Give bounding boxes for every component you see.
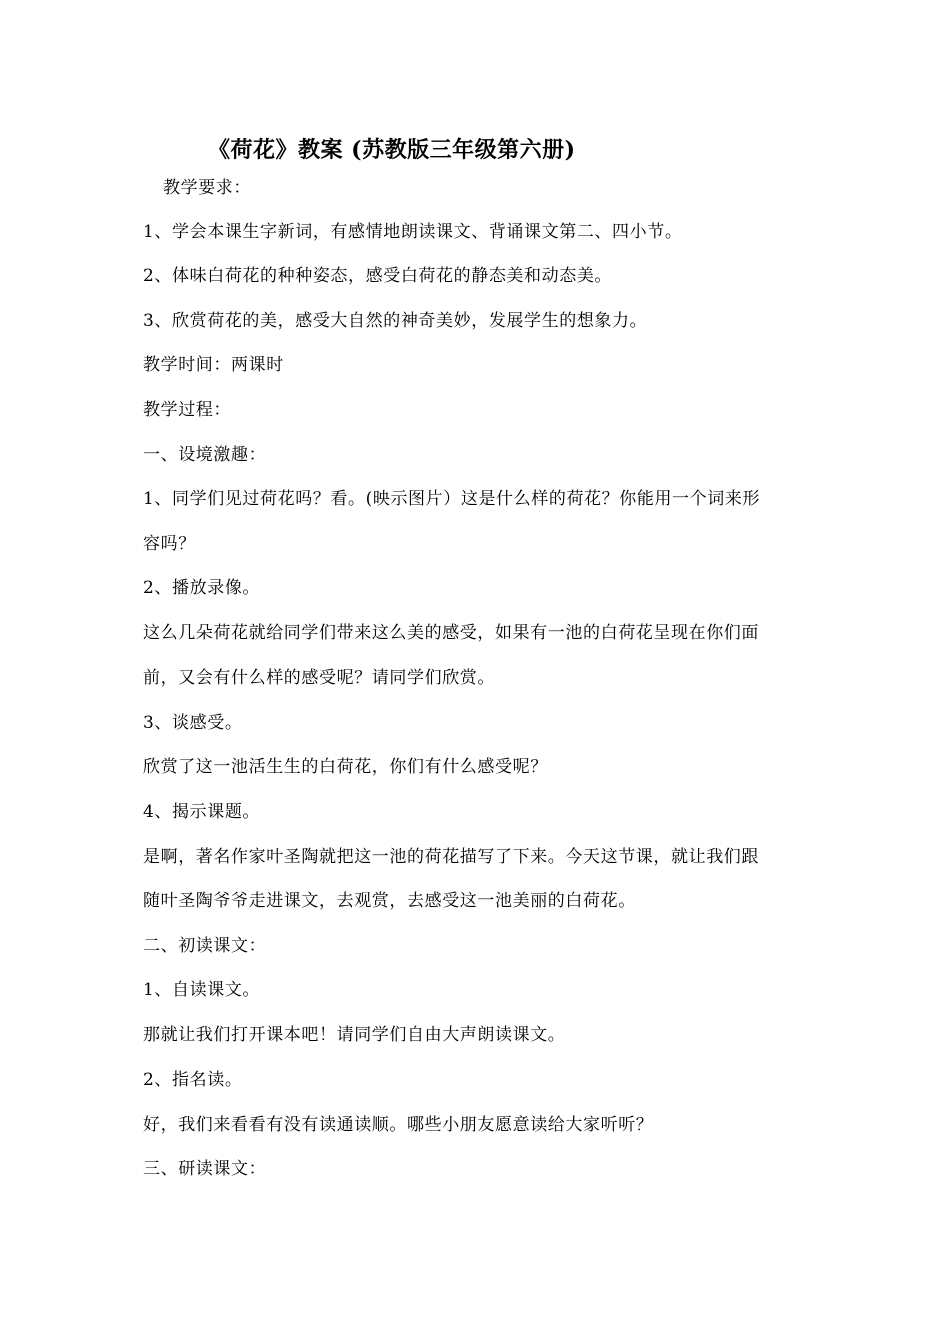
paragraph-teaching-requirements: 教学要求： [163, 178, 251, 198]
paragraph-step-1-3: 3、谈感受。 [143, 713, 243, 733]
paragraph-requirement-3: 3、欣赏荷花的美，感受大自然的神奇美妙，发展学生的想象力。 [143, 311, 648, 331]
paragraph-step-1-2: 2、播放录像。 [143, 578, 261, 598]
paragraph-teaching-time: 教学时间：两课时 [143, 355, 284, 375]
paragraph-step-2-2-text: 好，我们来看看有没有读通读顺。哪些小朋友愿意读给大家听听？ [143, 1115, 654, 1135]
paragraph-step-1-1-cont: 容吗？ [143, 534, 196, 554]
paragraph-step-2-1-text: 那就让我们打开课本吧！请同学们自由大声朗读课文。 [143, 1025, 566, 1045]
paragraph-requirement-1: 1、学会本课生字新词，有感情地朗读课文、背诵课文第二、四小节。 [143, 222, 683, 242]
paragraph-step-1-4: 4、揭示课题。 [143, 802, 261, 822]
section-heading-2: 二、初读课文： [143, 936, 267, 956]
document-title: 《荷花》教案 (苏教版三年级第六册) [208, 137, 576, 163]
paragraph-step-1-1: 1、同学们见过荷花吗？看。(映示图片）这是什么样的荷花？你能用一个词来形 [143, 489, 761, 509]
paragraph-step-1-3-text: 欣赏了这一池活生生的白荷花，你们有什么感受呢？ [143, 757, 548, 777]
section-heading-3: 三、研读课文： [143, 1159, 267, 1179]
paragraph-step-2-2: 2、指名读。 [143, 1070, 243, 1090]
section-heading-1: 一、设境激趣： [143, 445, 267, 465]
paragraph-teaching-process: 教学过程： [143, 400, 231, 420]
paragraph-step-1-4-text-cont: 随叶圣陶爷爷走进课文，去观赏，去感受这一池美丽的白荷花。 [143, 891, 636, 911]
paragraph-step-1-2-text-cont: 前，又会有什么样的感受呢？请同学们欣赏。 [143, 668, 495, 688]
paragraph-step-2-1: 1、自读课文。 [143, 980, 261, 1000]
paragraph-requirement-2: 2、体味白荷花的种种姿态，感受白荷花的静态美和动态美。 [143, 266, 613, 286]
paragraph-step-1-2-text: 这么几朵荷花就给同学们带来这么美的感受，如果有一池的白荷花呈现在你们面 [143, 623, 759, 643]
paragraph-step-1-4-text: 是啊，著名作家叶圣陶就把这一池的荷花描写了下来。今天这节课，就让我们跟 [143, 847, 759, 867]
